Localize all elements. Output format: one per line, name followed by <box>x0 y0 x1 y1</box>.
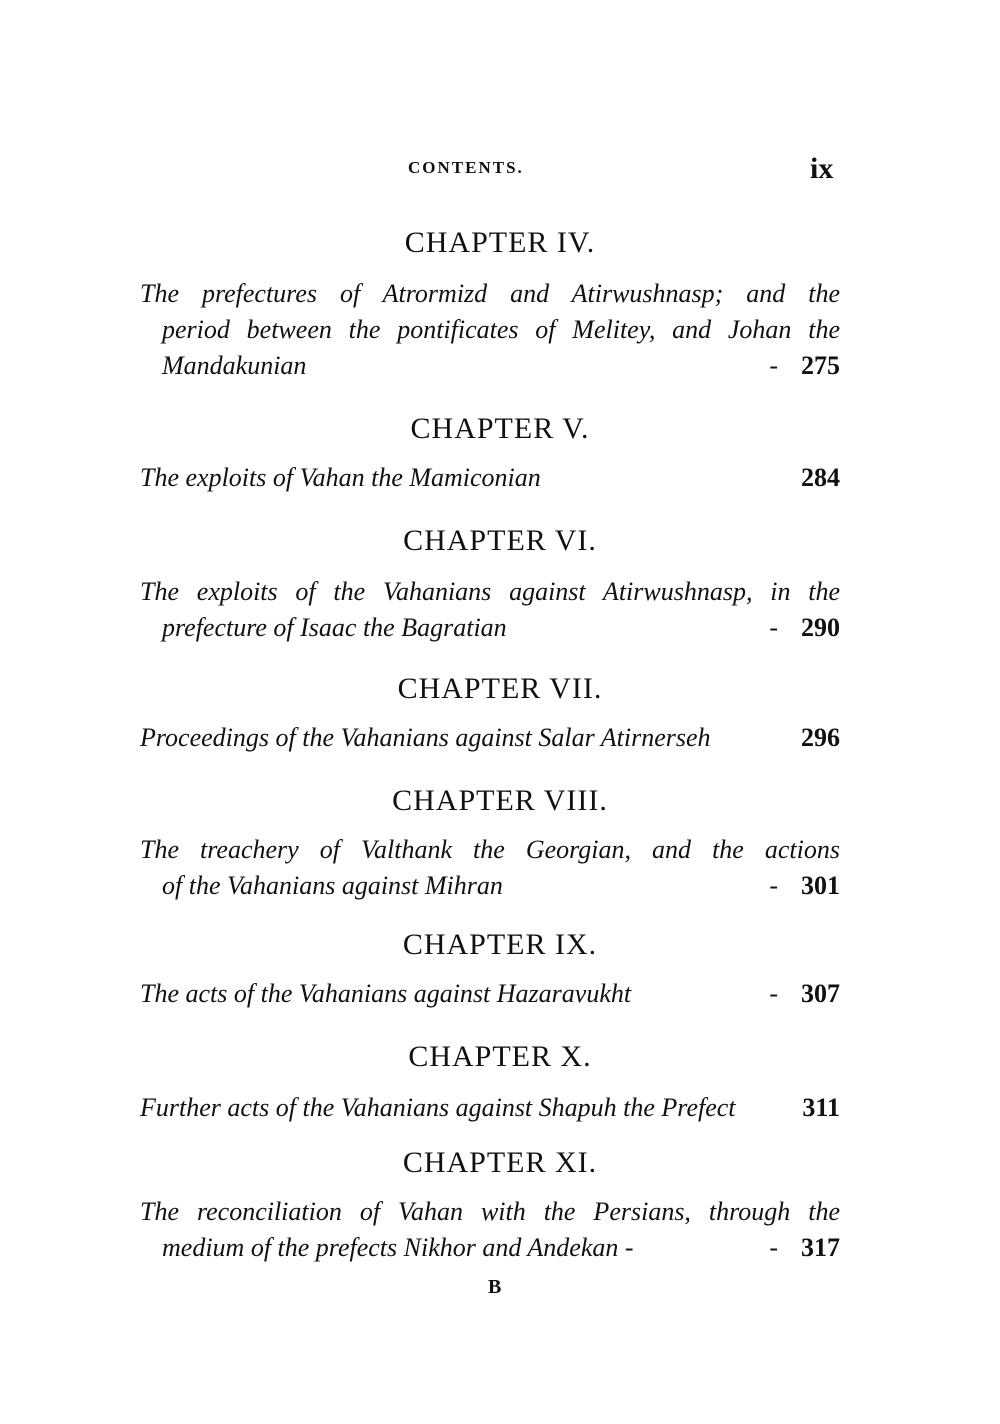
chapter-heading: CHAPTER VI. <box>403 524 597 557</box>
toc-entry <box>140 574 840 646</box>
chapter-heading: CHAPTER VII. <box>397 672 603 705</box>
toc-entry <box>140 276 840 384</box>
page-ref: 290 <box>801 613 840 642</box>
page-ref: 317 <box>801 1233 840 1262</box>
entry-line-last <box>140 610 840 646</box>
toc-entry <box>140 832 840 904</box>
entry-line: period between the pontificates of Melitey, and Johan the <box>162 315 840 344</box>
leader-dash: - <box>769 351 778 380</box>
entry-line: medium of the prefects Nikhor and Andekan - <box>162 1233 634 1262</box>
entry-line: Further acts of the Vahanians against Shapuh the Prefect <box>140 1093 736 1122</box>
entry-line: The reconciliation of Vahan with the Persians, through the <box>140 1197 840 1226</box>
chapter-heading: CHAPTER X. <box>408 1040 592 1073</box>
entry-line: The exploits of the Vahanians against Atirwushnasp, in the <box>140 577 840 606</box>
toc-entry <box>140 1194 840 1266</box>
toc-entry <box>140 1090 840 1126</box>
chapter-heading: CHAPTER V. <box>410 412 590 445</box>
page-ref: 284 <box>801 463 840 492</box>
toc-entry <box>140 976 840 1012</box>
entry-line: The treachery of Valthank the Georgian, and the actions <box>140 835 840 864</box>
entry-line: of the Vahanians against Mihran <box>162 871 503 900</box>
leader-dash: - <box>769 613 778 642</box>
page-ref: 296 <box>801 723 840 752</box>
page-number: ix <box>810 152 834 185</box>
chapter-heading: CHAPTER VIII. <box>392 784 608 817</box>
chapter-heading: CHAPTER IV. <box>404 226 596 259</box>
entry-line: prefecture of Isaac the Bagratian <box>162 613 507 642</box>
entry-line: Proceedings of the Vahanians against Salar Atirnerseh <box>140 723 711 752</box>
entry-line: Mandakunian <box>162 351 307 380</box>
entry-line-last <box>140 976 840 1012</box>
entry-line: The acts of the Vahanians against Hazaravukht <box>140 979 632 1008</box>
entry-line-last <box>140 348 840 384</box>
page-ref: 275 <box>801 351 840 380</box>
leader-dash: - <box>769 1233 778 1262</box>
entry-line-last <box>140 460 840 496</box>
entry-line-last <box>140 868 840 904</box>
leader-dash: - <box>769 979 778 1008</box>
chapter-heading: CHAPTER XI. <box>402 1146 598 1179</box>
toc-entry <box>140 720 840 756</box>
running-head <box>0 152 1000 188</box>
running-title: CONTENTS. <box>408 158 524 177</box>
chapter-heading: CHAPTER IX. <box>402 928 598 961</box>
page-ref: 301 <box>801 871 840 900</box>
entry-line: The prefectures of Atrormizd and Atirwushnasp; and the <box>140 279 840 308</box>
entry-line-last <box>140 1090 840 1126</box>
entry-line: The exploits of Vahan the Mamiconian <box>140 463 541 492</box>
leader-dash: - <box>769 871 778 900</box>
signature-mark: B <box>488 1276 502 1298</box>
page-ref: 311 <box>802 1093 840 1122</box>
page-ref: 307 <box>801 979 840 1008</box>
toc-entry <box>140 460 840 496</box>
entry-line-last <box>140 1230 840 1266</box>
entry-line-last <box>140 720 840 756</box>
